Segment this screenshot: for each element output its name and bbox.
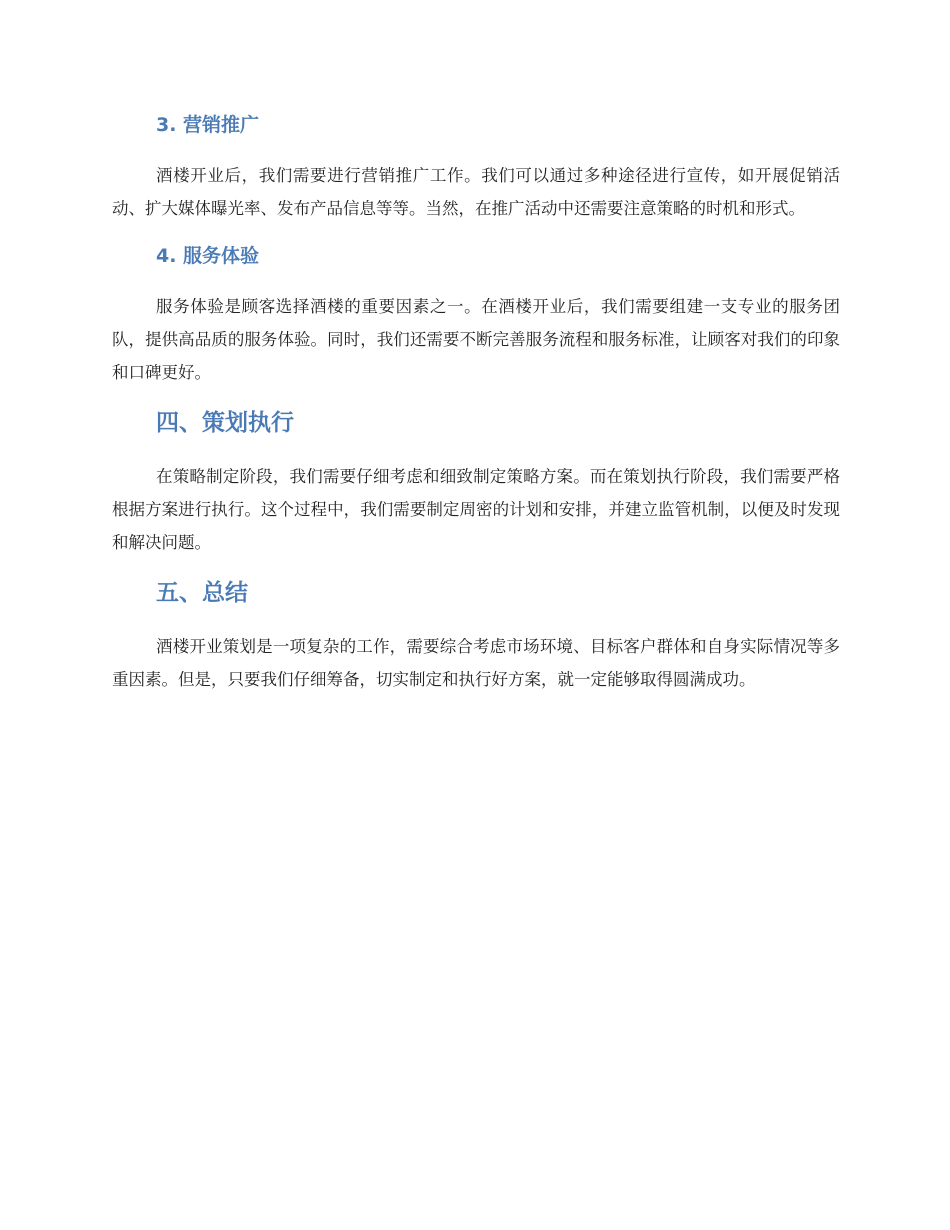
section-paragraph: 酒楼开业后，我们需要进行营销推广工作。我们可以通过多种途径进行宣传，如开展促销活动、扩大媒体曝光率、发布产品信息等等。当然，在推广活动中还需要注意策略的时机和形式。	[112, 166, 840, 218]
section-service-experience	[112, 239, 840, 389]
document-content	[112, 108, 840, 696]
section-marketing	[112, 108, 840, 225]
section-paragraph: 在策略制定阶段，我们需要仔细考虑和细致制定策略方案。而在策划执行阶段，我们需要严格根据方案进行执行。这个过程中，我们需要制定周密的计划和安排，并建立监管机制，以便及时发现和解决问题。	[112, 467, 840, 552]
section-summary	[112, 573, 840, 696]
section-execution	[112, 403, 840, 559]
section-title: 四、策划执行	[156, 410, 294, 436]
section-title: 4. 服务体验	[156, 245, 260, 267]
section-paragraph: 酒楼开业策划是一项复杂的工作，需要综合考虑市场环境、目标客户群体和自身实际情况等多重因素。但是，只要我们仔细筹备，切实制定和执行好方案，就一定能够取得圆满成功。	[112, 637, 840, 689]
section-paragraph: 服务体验是顾客选择酒楼的重要因素之一。在酒楼开业后，我们需要组建一支专业的服务团队，提供高品质的服务体验。同时，我们还需要不断完善服务流程和服务标准，让顾客对我们的印象和口碑更好。	[112, 297, 840, 382]
section-title: 五、总结	[156, 580, 248, 606]
section-title: 3. 营销推广	[156, 114, 260, 136]
